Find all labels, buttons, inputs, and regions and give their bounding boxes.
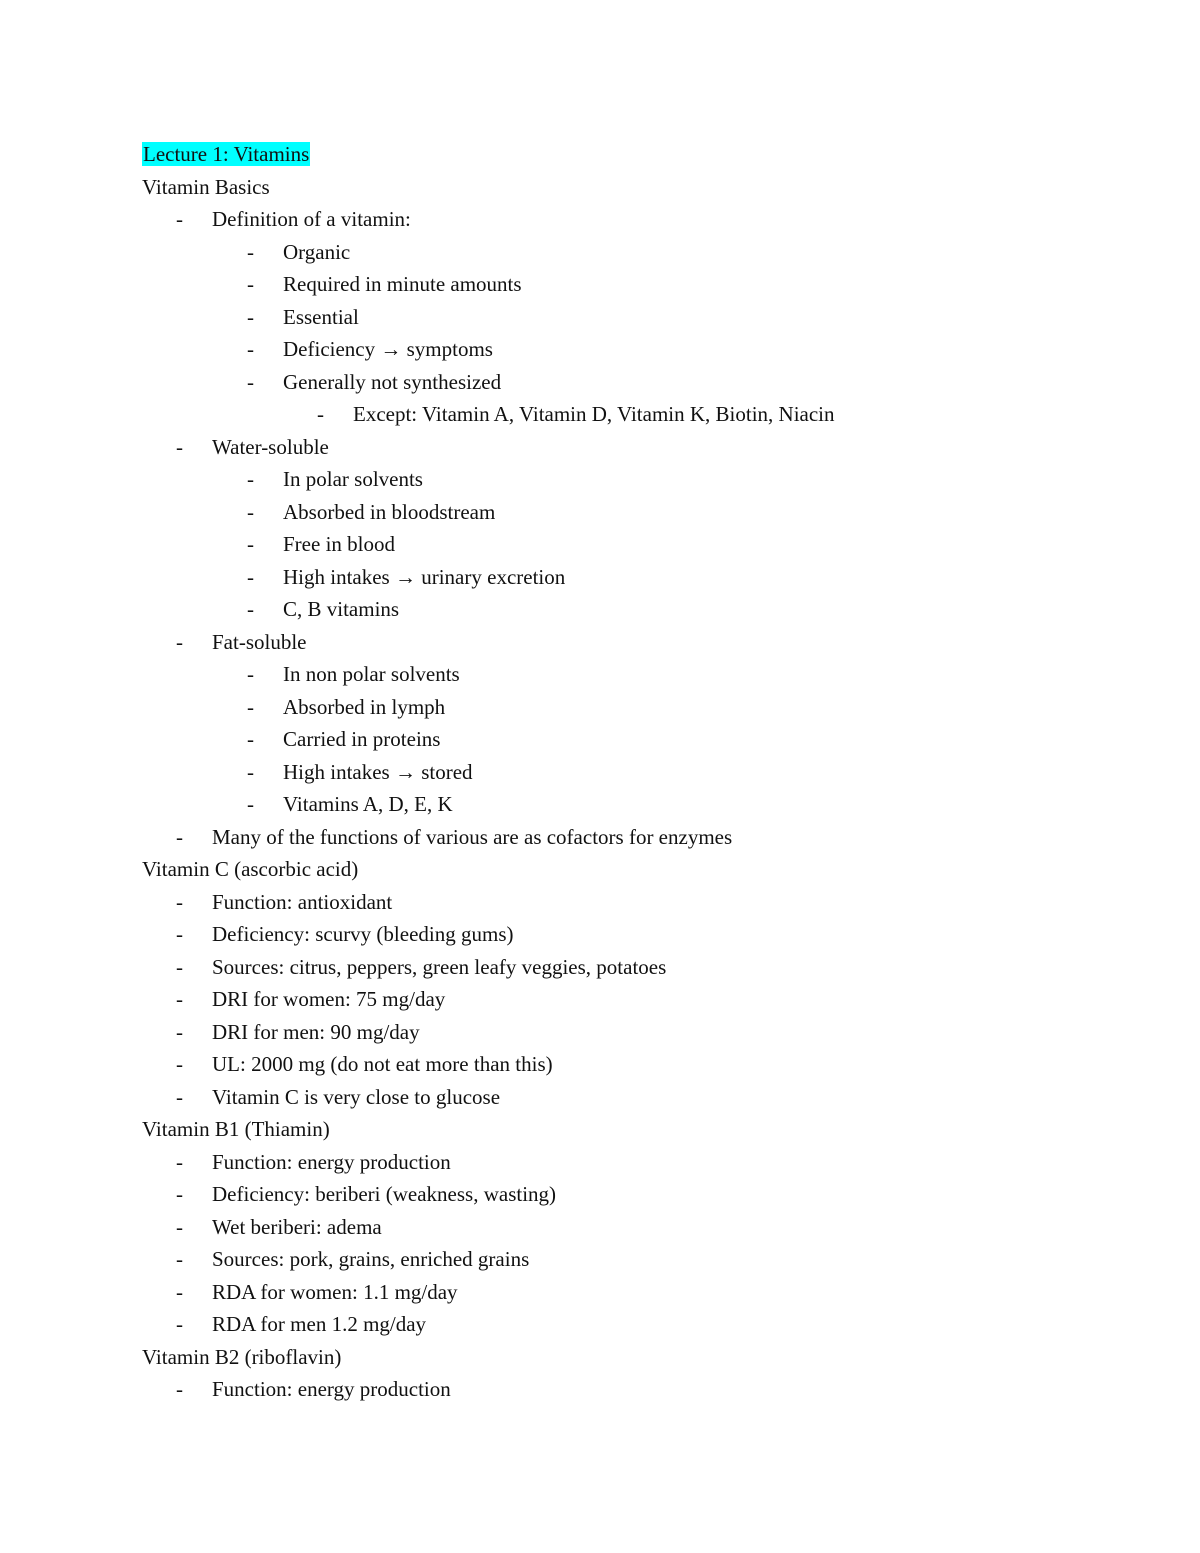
list-item bbox=[0, 528, 1200, 561]
list-item bbox=[0, 886, 1200, 919]
bullet-dash: - bbox=[317, 402, 324, 426]
bullet-dash: - bbox=[247, 304, 254, 329]
list-item-text: Water-soluble bbox=[212, 434, 329, 459]
list-item-text: Fat-soluble bbox=[212, 629, 307, 654]
list-item-text: Vitamins A, D, E, K bbox=[283, 792, 453, 816]
list-item bbox=[0, 983, 1200, 1016]
section-heading bbox=[0, 1113, 1200, 1146]
bullet-dash: - bbox=[247, 337, 254, 361]
bullet-dash: - bbox=[176, 434, 183, 459]
bullet-dash: - bbox=[176, 1019, 183, 1044]
bullet-dash: - bbox=[176, 922, 183, 946]
section-heading-text: Vitamin C (ascorbic acid) bbox=[142, 857, 359, 881]
bullet-dash: - bbox=[176, 1182, 183, 1206]
list-item bbox=[0, 788, 1200, 821]
list-item bbox=[0, 723, 1200, 756]
list-item bbox=[0, 431, 1200, 464]
bullet-dash: - bbox=[176, 987, 183, 1011]
bullet-dash: - bbox=[247, 467, 254, 491]
section-heading-text: Vitamin Basics bbox=[142, 174, 270, 199]
list-item-text: RDA for men 1.2 mg/day bbox=[212, 1312, 427, 1336]
list-item-text: DRI for women: 75 mg/day bbox=[212, 987, 446, 1011]
list-item bbox=[0, 301, 1200, 334]
list-item-text: Deficiency → symptoms bbox=[283, 337, 493, 361]
list-item bbox=[0, 203, 1200, 236]
list-item bbox=[0, 496, 1200, 529]
list-item-text: Many of the functions of various are as cofactors for enzymes bbox=[212, 824, 733, 849]
list-item-text: Generally not synthesized bbox=[283, 369, 502, 394]
bullet-dash: - bbox=[247, 792, 254, 816]
list-item-text: Deficiency: scurvy (bleeding gums) bbox=[212, 922, 514, 946]
section-heading bbox=[0, 1341, 1200, 1374]
list-item bbox=[0, 821, 1200, 854]
bullet-dash: - bbox=[176, 1312, 183, 1336]
list-item-text: Vitamin C is very close to glucose bbox=[212, 1084, 501, 1109]
list-item-text: Definition of a vitamin: bbox=[212, 207, 411, 231]
bullet-dash: - bbox=[247, 662, 254, 686]
bullet-dash: - bbox=[176, 824, 183, 849]
bullet-dash: - bbox=[176, 1214, 183, 1239]
list-item-text: Sources: citrus, peppers, green leafy veggies, potatoes bbox=[212, 954, 667, 979]
bullet-dash: - bbox=[247, 694, 254, 719]
bullet-dash: - bbox=[247, 499, 254, 524]
list-item bbox=[0, 626, 1200, 659]
document-title: Lecture 1: Vitamins bbox=[143, 142, 310, 166]
list-item bbox=[0, 918, 1200, 951]
bullet-dash: - bbox=[176, 1052, 183, 1076]
bullet-dash: - bbox=[176, 954, 183, 979]
list-item-text: DRI for men: 90 mg/day bbox=[212, 1019, 420, 1044]
list-item bbox=[0, 1373, 1200, 1406]
bullet-dash: - bbox=[176, 1377, 183, 1401]
list-item bbox=[0, 236, 1200, 269]
list-item bbox=[0, 1211, 1200, 1244]
list-item bbox=[0, 1048, 1200, 1081]
list-item-text: In polar solvents bbox=[283, 467, 423, 491]
list-item-text: Free in blood bbox=[283, 532, 395, 556]
list-item-text: Except: Vitamin A, Vitamin D, Vitamin K, Biotin, Niacin bbox=[353, 402, 835, 426]
bullet-dash: - bbox=[247, 369, 254, 394]
document-body bbox=[0, 138, 1200, 1406]
section-heading-text: Vitamin B1 (Thiamin) bbox=[142, 1117, 330, 1141]
list-item bbox=[0, 561, 1200, 594]
bullet-dash: - bbox=[247, 272, 254, 296]
document-title-line bbox=[0, 138, 1200, 171]
list-item-text: C, B vitamins bbox=[283, 597, 400, 621]
list-item bbox=[0, 1243, 1200, 1276]
list-item bbox=[0, 1081, 1200, 1114]
list-item-text: Function: energy production bbox=[212, 1149, 451, 1174]
bullet-dash: - bbox=[247, 727, 254, 751]
list-item bbox=[0, 756, 1200, 789]
bullet-dash: - bbox=[176, 889, 183, 914]
list-item-text: High intakes → stored bbox=[283, 759, 473, 784]
list-item bbox=[0, 1276, 1200, 1309]
list-item bbox=[0, 366, 1200, 399]
bullet-dash: - bbox=[176, 1149, 183, 1174]
section-heading-text: Vitamin B2 (riboflavin) bbox=[142, 1344, 342, 1369]
list-item-text: Absorbed in bloodstream bbox=[283, 499, 496, 524]
list-item bbox=[0, 658, 1200, 691]
list-item-text: Function: energy production bbox=[212, 1377, 451, 1401]
list-item-text: Function: antioxidant bbox=[212, 889, 393, 914]
list-item bbox=[0, 333, 1200, 366]
list-item bbox=[0, 951, 1200, 984]
list-item-text: Required in minute amounts bbox=[283, 272, 522, 296]
bullet-dash: - bbox=[176, 629, 183, 654]
section-heading bbox=[0, 171, 1200, 204]
list-item bbox=[0, 593, 1200, 626]
list-item-text: Organic bbox=[283, 239, 351, 264]
list-item-text: High intakes → urinary excretion bbox=[283, 564, 566, 589]
outline-list bbox=[0, 171, 1200, 1406]
bullet-dash: - bbox=[247, 532, 254, 556]
section-heading bbox=[0, 853, 1200, 886]
list-item-text: RDA for women: 1.1 mg/day bbox=[212, 1279, 458, 1304]
list-item bbox=[0, 268, 1200, 301]
list-item bbox=[0, 1016, 1200, 1049]
list-item bbox=[0, 1146, 1200, 1179]
list-item bbox=[0, 691, 1200, 724]
bullet-dash: - bbox=[247, 564, 254, 589]
list-item-text: Deficiency: beriberi (weakness, wasting) bbox=[212, 1182, 557, 1206]
list-item bbox=[0, 463, 1200, 496]
bullet-dash: - bbox=[247, 239, 254, 264]
list-item-text: Essential bbox=[283, 304, 359, 329]
list-item bbox=[0, 1178, 1200, 1211]
list-item bbox=[0, 398, 1200, 431]
bullet-dash: - bbox=[176, 207, 183, 231]
list-item-text: Carried in proteins bbox=[283, 727, 441, 751]
list-item-text: Wet beriberi: adema bbox=[212, 1214, 382, 1239]
list-item-text: Sources: pork, grains, enriched grains bbox=[212, 1247, 530, 1271]
bullet-dash: - bbox=[176, 1279, 183, 1304]
list-item bbox=[0, 1308, 1200, 1341]
bullet-dash: - bbox=[247, 597, 254, 621]
list-item-text: Absorbed in lymph bbox=[283, 694, 446, 719]
list-item-text: UL: 2000 mg (do not eat more than this) bbox=[212, 1052, 553, 1076]
list-item-text: In non polar solvents bbox=[283, 662, 460, 686]
bullet-dash: - bbox=[176, 1247, 183, 1271]
bullet-dash: - bbox=[176, 1084, 183, 1109]
bullet-dash: - bbox=[247, 759, 254, 784]
